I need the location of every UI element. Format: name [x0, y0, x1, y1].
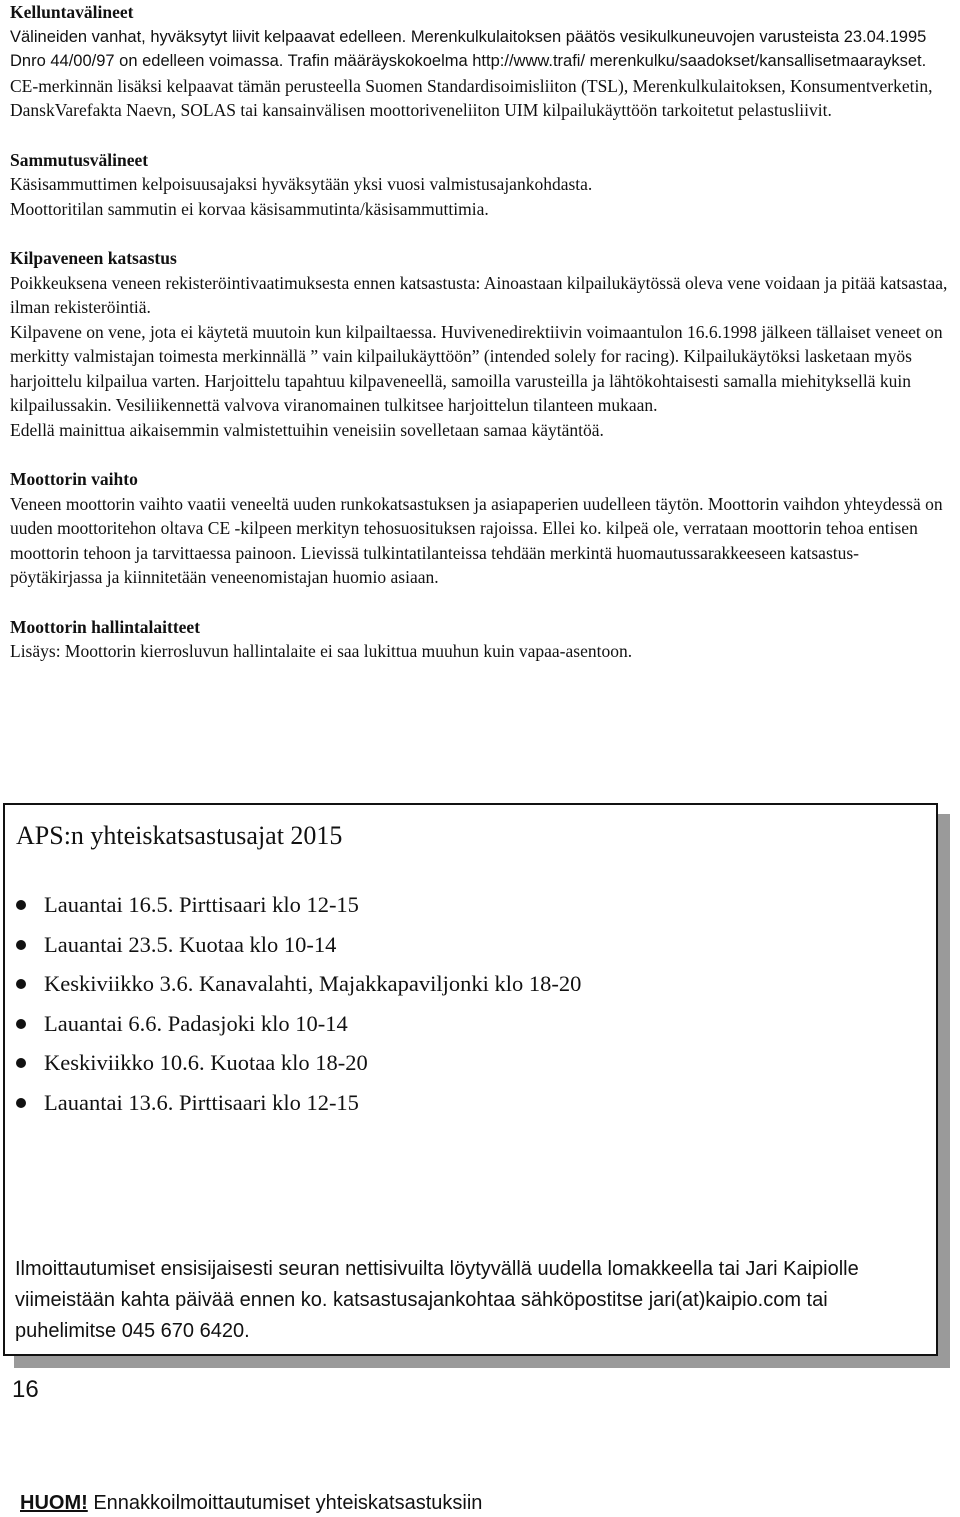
huom-label: HUOM! [20, 1492, 88, 1514]
section-moottorin-vaihto [10, 467, 950, 590]
huom-text: Ennakkoilmoittautumiset yhteiskatsastuksiin [87, 1492, 483, 1514]
section-text: Käsisammuttimen kelpoisuusajaksi hyväksytään yksi vuosi valmistusajankohdasta. [10, 174, 593, 194]
schedule-date-text: Keskiviikko 10.6. Kuotaa klo 18-20 [44, 1050, 368, 1076]
section-heading: Kilpaveneen katsastus [10, 248, 177, 268]
section-text: Edellä mainittua aikaisemmin valmistettuihin veneisiin sovelletaan samaa käytäntöä. [10, 419, 604, 440]
schedule-title: APS:n yhteiskatsastusajat 2015 [16, 821, 343, 850]
document-body [10, 0, 950, 664]
schedule-date-text: Lauantai 13.6. Pirttisaari klo 12-15 [44, 1089, 359, 1115]
bullet-icon [16, 1019, 26, 1029]
bullet-icon [16, 1058, 26, 1068]
schedule-date-text: Keskiviikko 3.6. Kanavalahti, Majakkapaviljonki klo 18-20 [44, 971, 582, 997]
section-heading: Moottorin vaihto [10, 469, 138, 489]
section-kelluntavalineet [10, 0, 950, 123]
schedule-date-text: Lauantai 6.6. Padasjoki klo 10-14 [44, 1010, 348, 1036]
schedule-date-item [16, 1083, 581, 1123]
section-text: Välineiden vanhat, hyväksytyt liivit kelpaavat edelleen. Merenkulkulaitoksen päätös vesikulkuneuvojen varusteista 23.04.1995 Dnro 44/00/97 on edelleen voimassa. Trafin määräyskokoelma http://www.trafi/ merenkulku/saadokset/kansallisetmaaraykset. [10, 27, 927, 70]
bullet-icon [16, 1098, 26, 1108]
schedule-date-text: Lauantai 23.5. Kuotaa klo 10-14 [44, 931, 337, 957]
schedule-date-item [16, 1004, 581, 1044]
section-heading: Sammutusvälineet [10, 149, 149, 170]
section-text: Lisäys: Moottorin kierrosluvun hallintalaite ei saa lukittua muuhun kuin vapaa-asentoon. [10, 641, 633, 661]
schedule-date-item [16, 925, 581, 965]
schedule-date-list [16, 885, 581, 1123]
section-text: CE-merkinnän lisäksi kelpaavat tämän perusteella Suomen Standardisoimisliiton (TSL), Merenkulkulaitoksen, Konsumentverketin, DanskVarefakta Naevn, SOLAS tai kansainvälisen moottoriveneliiton UIM kilpailukäyttöön tarkoitetut pelastusliivit. [10, 75, 933, 120]
schedule-date-item [16, 1043, 581, 1083]
page-number: 16 [12, 1376, 39, 1403]
bullet-icon [16, 940, 26, 950]
section-heading: Moottorin hallintalaitteet [10, 616, 201, 637]
schedule-date-item [16, 964, 581, 1004]
registration-notice: Ilmoittautumiset ensisijaisesti seuran nettisivuilta löytyvällä uudella lomakkeella tai Jari Kaipiolle viimeistään kahta päivää ennen ko. katsastusajankohtaa sähköpostitse jari(at)kaipio.com tai puhelimitse 045 670 6420. [15, 1258, 859, 1342]
section-heading: Kelluntavälineet [10, 2, 134, 22]
section-kilpaveneen-katsastus [10, 246, 950, 442]
schedule-date-item [16, 885, 581, 925]
huom-line [20, 1489, 482, 1517]
section-text: Poikkeuksena veneen rekisteröintivaatimuksesta ennen katsastusta: Ainoastaan kilpailukäytössä oleva vene voidaan ja pitää katsastaa, ilman rekisteröintiä. [10, 272, 948, 317]
section-text: Moottoritilan sammutin ei korvaa käsisammutinta/käsisammuttimia. [10, 198, 489, 219]
section-text: Veneen moottorin vaihto vaatii veneeltä uuden runkokatsastuksen ja asiapaperien uudelleen täytön. Moottorin vaihdon yhteydessä on uuden moottoritehon oltava CE -kilpeen merkityn tehosuosituksen rajoissa. Ellei ko. kilpeä ole, verrataan moottorin tehoa entisen moottorin tehoon ja tarvittaessa painoon. Lievissä tulkintatilanteissa tehdään merkintä huomautussarakkeeseen katsastus-pöytäkirjassa ja kiinnitetään veneenomistajan huomio asiaan. [10, 493, 943, 587]
bullet-icon [16, 979, 26, 989]
section-text: Kilpavene on vene, jota ei käytetä muutoin kun kilpailtaessa. Huvivenedirektiivin voimaantulon 16.6.1998 jälkeen tällaiset veneet on merkitty valmistajan toimesta merkinnällä ” vain kilpailukäyttöön” (intended solely for racing). Kilpailukäytöksi lasketaan myös harjoittelu kilpailua varten. Harjoittelu tapahtuu kilpaveneellä, samoilla varusteilla ja lähtökohtaisesti samalla miehityksellä kuin kilpailussakin. Vesiliikennettä valvova viranomainen tulkitsee harjoittelun tilanteen mukaan. [10, 321, 943, 415]
bullet-icon [16, 900, 26, 910]
section-moottorin-hallintalaitteet [10, 615, 950, 664]
section-sammutusvalineet [10, 148, 950, 222]
schedule-date-text: Lauantai 16.5. Pirttisaari klo 12-15 [44, 892, 359, 917]
